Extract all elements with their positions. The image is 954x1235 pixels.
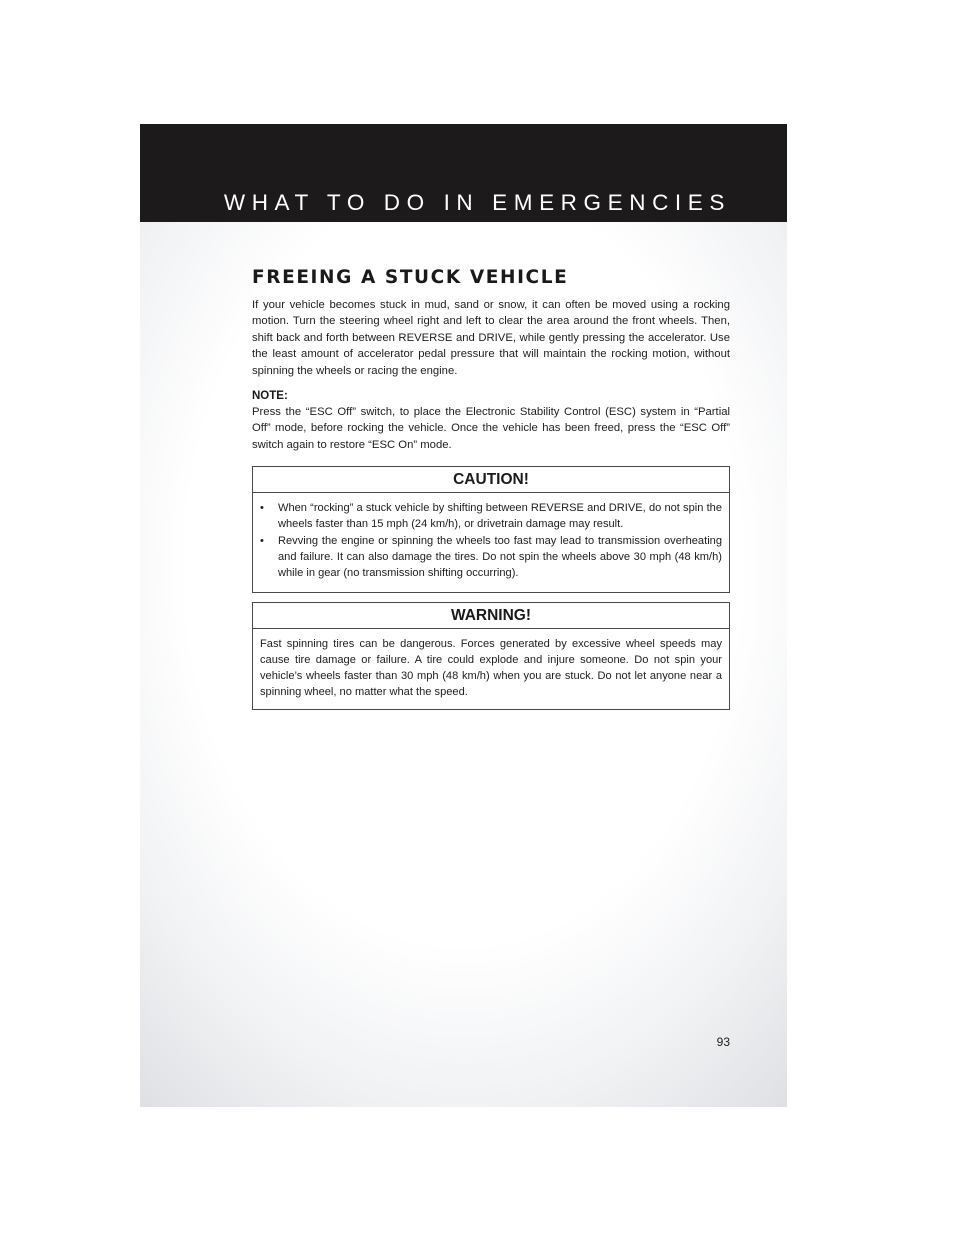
manual-page bbox=[140, 124, 787, 1107]
note-label: NOTE: bbox=[252, 390, 288, 403]
caution-body bbox=[253, 493, 729, 581]
page-content bbox=[252, 267, 730, 710]
note-paragraph: Press the “ESC Off” switch, to place the Electronic Stability Control (ESC) system in “Partial Off” mode, before rocking the vehicle. Once the vehicle has been freed, press the “ESC Off” switch again to restore “ESC On” mode. bbox=[252, 406, 730, 451]
section-title: FREEING A STUCK VEHICLE bbox=[252, 267, 569, 288]
intro-paragraph: If your vehicle becomes stuck in mud, sand or snow, it can often be moved using a rocking motion. Turn the steering wheel right and left to clear the area around the front wheels. Then, shift back and forth between REVERSE and DRIVE, while gently pressing the accelerator. Use the least amount of accelerator pedal pressure that will maintain the rocking motion, without spinning the wheels or racing the engine. bbox=[252, 299, 730, 377]
caution-item bbox=[260, 500, 722, 532]
warning-box bbox=[252, 602, 730, 710]
bullet-icon: • bbox=[260, 502, 264, 515]
warning-body bbox=[253, 629, 729, 700]
caution-item-text: When “rocking” a stuck vehicle by shifting between REVERSE and DRIVE, do not spin the wheels faster than 15 mph (24 km/h), or drivetrain damage may result. bbox=[278, 502, 722, 531]
caution-item-text: Revving the engine or spinning the wheels too fast may lead to transmission overheating and failure. It can also damage the tires. Do not spin the wheels above 30 mph (48 km/h) while in gear (no transmission shifting occurring). bbox=[278, 534, 722, 580]
caution-box bbox=[252, 466, 730, 593]
caution-title: CAUTION! bbox=[253, 467, 729, 493]
caution-item bbox=[260, 533, 722, 582]
bullet-icon: • bbox=[260, 534, 264, 547]
page-number: 93 bbox=[716, 1035, 730, 1049]
warning-title: WARNING! bbox=[253, 603, 729, 629]
chapter-header-band bbox=[140, 124, 787, 222]
warning-text: Fast spinning tires can be dangerous. Forces generated by excessive wheel speeds may cause tire damage or failure. A tire could explode and injure someone. Do not spin your vehicle’s wheels faster than 30 mph (48 km/h) when you are stuck. Do not let anyone near a spinning wheel, no matter what the speed. bbox=[260, 638, 722, 699]
chapter-title: WHAT TO DO IN EMERGENCIES bbox=[223, 190, 731, 215]
caution-list bbox=[260, 500, 722, 581]
